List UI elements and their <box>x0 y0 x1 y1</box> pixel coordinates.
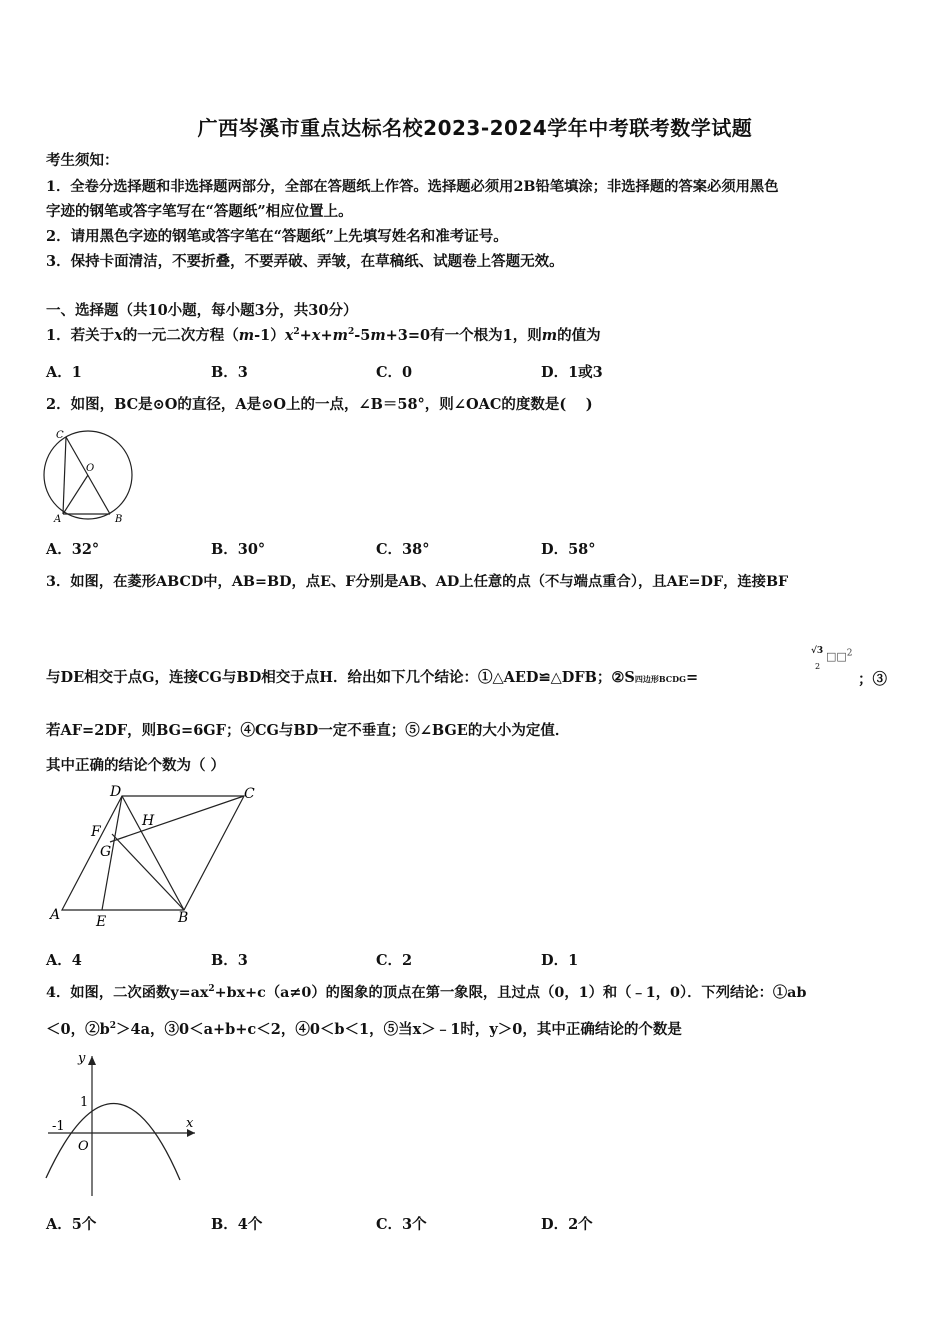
circle-diagram <box>40 426 140 526</box>
label-d: D <box>110 784 122 800</box>
tick-label-1: 1 <box>80 1095 89 1110</box>
q1-option-b: B．3 <box>211 364 248 381</box>
q3-option-d: D．1 <box>541 952 579 969</box>
q1-option-c: C．0 <box>376 364 413 381</box>
label-o: O <box>86 463 95 474</box>
notice-item-1-cont: 字迹的钢笔或答字笔写在“答题纸”相应位置上。 <box>46 203 353 220</box>
label-a: A <box>50 907 61 923</box>
q1-option-d: D．1或3 <box>541 364 603 381</box>
origin-label: O <box>78 1139 89 1154</box>
q4-option-d: D．2个 <box>541 1216 593 1233</box>
q2-option-c: C．38° <box>376 541 430 558</box>
label-c: C <box>56 430 64 441</box>
question-3: 3．如图，在菱形ABCD中，AB=BD，点E、F分别是AB、AD上任意的点（不与端点重合），且AE=DF，连接BF <box>46 574 789 590</box>
label-a: A <box>54 514 62 525</box>
notice-item-1: 1．全卷分选择题和非选择题两部分，全部在答题纸上作答。选择题必须用2B铅笔填涂；非选择题的答案必须用黑色 <box>46 179 779 195</box>
question-1: 1．若关于x的一元二次方程$(m-1)x^2+x+m^2-5m+3=0$有一个根为1，则m的值为 <box>46 327 601 344</box>
question-4-line-2: ＜0，$②b^2>4a$，③0＜a+b+c＜2，④0＜b＜1，⑤当x＞﹣1时，y＞0，其中正确结论的个数是 <box>46 1021 682 1038</box>
parabola-graph <box>40 1048 210 1203</box>
q2-option-a: A．32° <box>46 541 100 558</box>
question-3-circled-3: ；③ <box>858 671 887 688</box>
question-3-line-2: 与DE相交于点G，连接CG与BD相交于点H．给出如下几个结论：①△AED≌△DFB；②S四边形BCDG= <box>46 669 699 686</box>
q4-option-c: C．3个 <box>376 1216 427 1233</box>
label-b: B <box>115 514 123 525</box>
label-g: G <box>100 844 112 860</box>
axis-label-y: y <box>78 1051 86 1066</box>
question-2: 2．如图，BC是⊙O的直径，A是⊙O上的一点，∠B＝58°，则∠OAC的度数是( ) <box>46 396 593 413</box>
q4-option-a: A．5个 <box>46 1216 97 1233</box>
q4-option-b: B．4个 <box>211 1216 263 1233</box>
question-3-line-3: 若AF=2DF，则BG=6GF；④CG与BD一定不垂直；⑤∠BGE的大小为定值． <box>46 722 570 739</box>
q3-option-c: C．2 <box>376 952 413 969</box>
page-title: 广西岑溪市重点达标名校2023-2024学年中考联考数学试题 <box>197 116 753 140</box>
q3-option-b: B．3 <box>211 952 248 969</box>
q3-option-a: A．4 <box>46 952 82 969</box>
tick-label-neg1: -1 <box>52 1119 65 1134</box>
section-heading: 一、选择题（共10小题，每小题3分，共30分） <box>46 302 358 319</box>
label-c: C <box>244 786 255 802</box>
notice-item-3: 3．保持卡面清洁，不要折叠，不要弄破、弄皱，在草稿纸、试题卷上答题无效。 <box>46 253 564 270</box>
q2-option-d: D．58° <box>541 541 596 558</box>
q2-option-b: B．30° <box>211 541 266 558</box>
rhombus-diagram <box>44 784 264 932</box>
label-e: E <box>96 914 107 930</box>
notice-heading: 考生须知： <box>46 152 119 169</box>
label-b: B <box>178 910 189 926</box>
placeholder-boxes: □□$^2$ <box>826 648 853 663</box>
q1-option-a: A．1 <box>46 364 82 381</box>
label-h: H <box>142 813 155 829</box>
question-3-prompt: 其中正确的结论个数为（ ） <box>46 757 226 774</box>
notice-item-2: 2．请用黑色字迹的钢笔或答字笔在“答题纸”上先填写姓名和准考证号。 <box>46 228 508 245</box>
label-f: F <box>91 824 101 840</box>
fraction-numerator: √3 <box>811 646 824 656</box>
question-4: 4．如图，二次函数$y=ax^2+bx+c(a\ne 0)$的图象的顶点在第一象限，且过点（0，1）和（﹣1，0）．下列结论：①ab <box>46 984 807 1001</box>
fraction-denominator: 2 <box>815 662 821 671</box>
axis-label-x: x <box>186 1116 194 1131</box>
